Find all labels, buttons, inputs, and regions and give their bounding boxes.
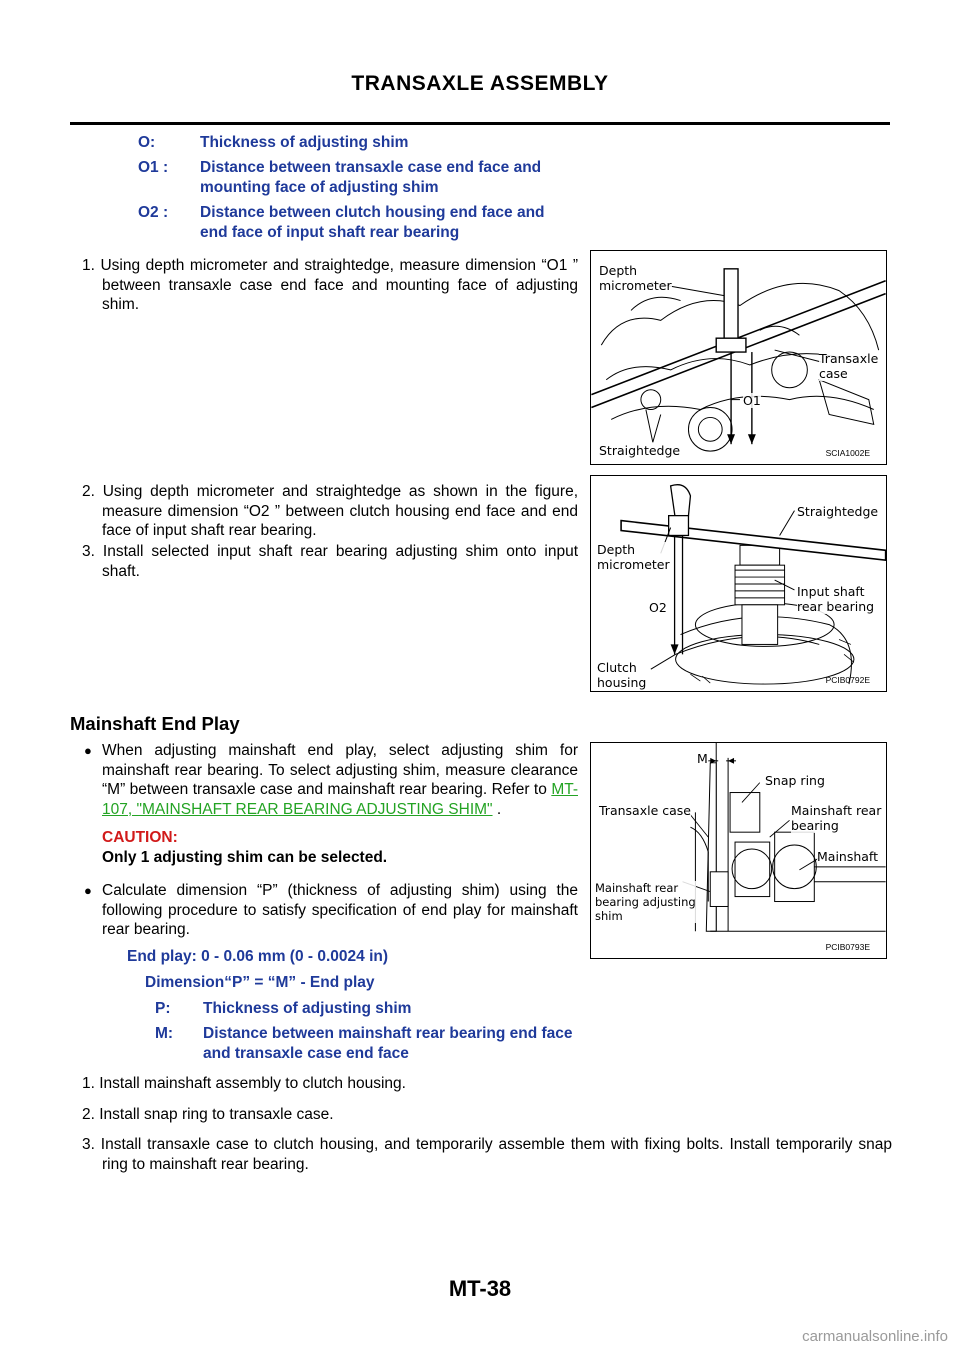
page-header-title: TRANSAXLE ASSEMBLY — [351, 72, 609, 95]
step-1-measure-o1: 1. Using depth micrometer and straightedge, measure dimension “O1 ” between transaxle case end face and mounting face of adjusting shim. — [82, 257, 578, 313]
label-depth-micrometer: Depth micrometer — [597, 542, 670, 572]
spec-label: O1 : — [138, 159, 169, 176]
spec-row-p — [155, 999, 595, 1019]
figure-mainshaft-rear-bearing — [590, 742, 887, 959]
spec-row-m — [155, 1024, 595, 1064]
spec-value: Thickness of adjusting shim — [203, 1000, 412, 1017]
label-mainshaft: Mainshaft — [817, 849, 879, 864]
bullet-1-text: When adjusting mainshaft end play, select adjusting shim for mainshaft rear bearing. To select adjusting shim, measure clearance “M” between transaxle case and mainshaft rear bearing. Refer to — [102, 742, 578, 798]
spec-label: O: — [138, 134, 156, 151]
label-o1: O1 — [743, 393, 761, 408]
bullet-calculate-p — [82, 881, 578, 940]
figure-code: SCIA1002E — [825, 448, 870, 458]
step-1-install-mainshaft: 1. Install mainshaft assembly to clutch housing. — [82, 1075, 406, 1092]
label-depth-micrometer: Depth micrometer — [599, 263, 672, 293]
figure-depth-micrometer-o1 — [590, 250, 887, 465]
label-adjusting-shim: Mainshaft rear bearing adjusting shim — [595, 881, 696, 923]
label-input-shaft-rear-bearing: Input shaft rear bearing — [797, 584, 875, 614]
label-straightedge: Straightedge — [797, 504, 879, 519]
spec-label: M: — [155, 1025, 174, 1042]
spec-end-play: End play: 0 - 0.06 mm (0 - 0.0024 in) — [127, 948, 389, 965]
label-clutch-housing: Clutch housing — [597, 660, 647, 690]
spec-label: P: — [155, 1000, 171, 1017]
step-2-measure-o2: 2. Using depth micrometer and straightedge as shown in the figure, measure dimension “O2 ” between clutch housing end face and end face of input shaft rear bearing. — [82, 483, 578, 539]
label-o2: O2 — [649, 600, 667, 615]
label-snap-ring: Snap ring — [765, 773, 825, 788]
label-transaxle-case: Transaxle case — [819, 351, 879, 381]
bullet-dot-icon: ● — [84, 883, 92, 898]
bullet-1-end: . — [492, 800, 502, 818]
figure-depth-micrometer-o2 — [590, 475, 887, 692]
bullet-dot-icon: ● — [84, 743, 92, 758]
figure-code: PCIB0793E — [825, 942, 870, 952]
caution-label: CAUTION: — [102, 829, 178, 846]
caution-text: Only 1 adjusting shim can be selected. — [102, 848, 388, 866]
bullet-adjusting-shim — [82, 741, 578, 867]
label-m: M — [697, 751, 708, 766]
page-number: MT-38 — [448, 1276, 512, 1301]
spec-formula: Dimension“P” = “M” - End play — [145, 974, 375, 991]
figure-code: PCIB0792E — [825, 675, 870, 685]
spec-row-o — [138, 133, 578, 153]
step-3-install-transaxle-case: 3. Install transaxle case to clutch housing, and temporarily assemble them with fixing bolts. Install temporarily snap ring to mainshaft rear bearing. — [82, 1136, 892, 1173]
step-2-install-snap-ring: 2. Install snap ring to transaxle case. — [82, 1106, 334, 1123]
label-mainshaft-rear-bearing: Mainshaft rear bearing — [791, 803, 882, 833]
spec-value: Thickness of adjusting shim — [200, 134, 409, 151]
spec-value: Distance between mainshaft rear bearing end face and transaxle case end face — [203, 1025, 573, 1062]
bullet-2-text: Calculate dimension “P” (thickness of adjusting shim) using the following procedure to satisfy specification of end play for mainshaft rear bearing. — [102, 882, 578, 938]
spec-row-o1 — [138, 158, 578, 197]
header-rule — [70, 122, 890, 125]
spec-row-o2 — [138, 203, 578, 242]
spec-label: O2 : — [138, 204, 169, 221]
section-heading-mainshaft-end-play: Mainshaft End Play — [70, 713, 240, 734]
step-3-install-shim: 3. Install selected input shaft rear bearing adjusting shim onto input shaft. — [82, 543, 578, 580]
spec-value: Distance between transaxle case end face and mounting face of adjusting shim — [200, 159, 542, 196]
cross-reference-link[interactable]: MT-107, "MAINSHAFT REAR BEARING ADJUSTING SHIM" — [102, 781, 578, 818]
label-straightedge: Straightedge — [599, 443, 681, 458]
label-transaxle-case: Transaxle case — [599, 803, 691, 818]
spec-value: Distance between clutch housing end face and end face of input shaft rear bearing — [200, 204, 545, 241]
watermark: carmanualsonline.info — [802, 1328, 948, 1345]
